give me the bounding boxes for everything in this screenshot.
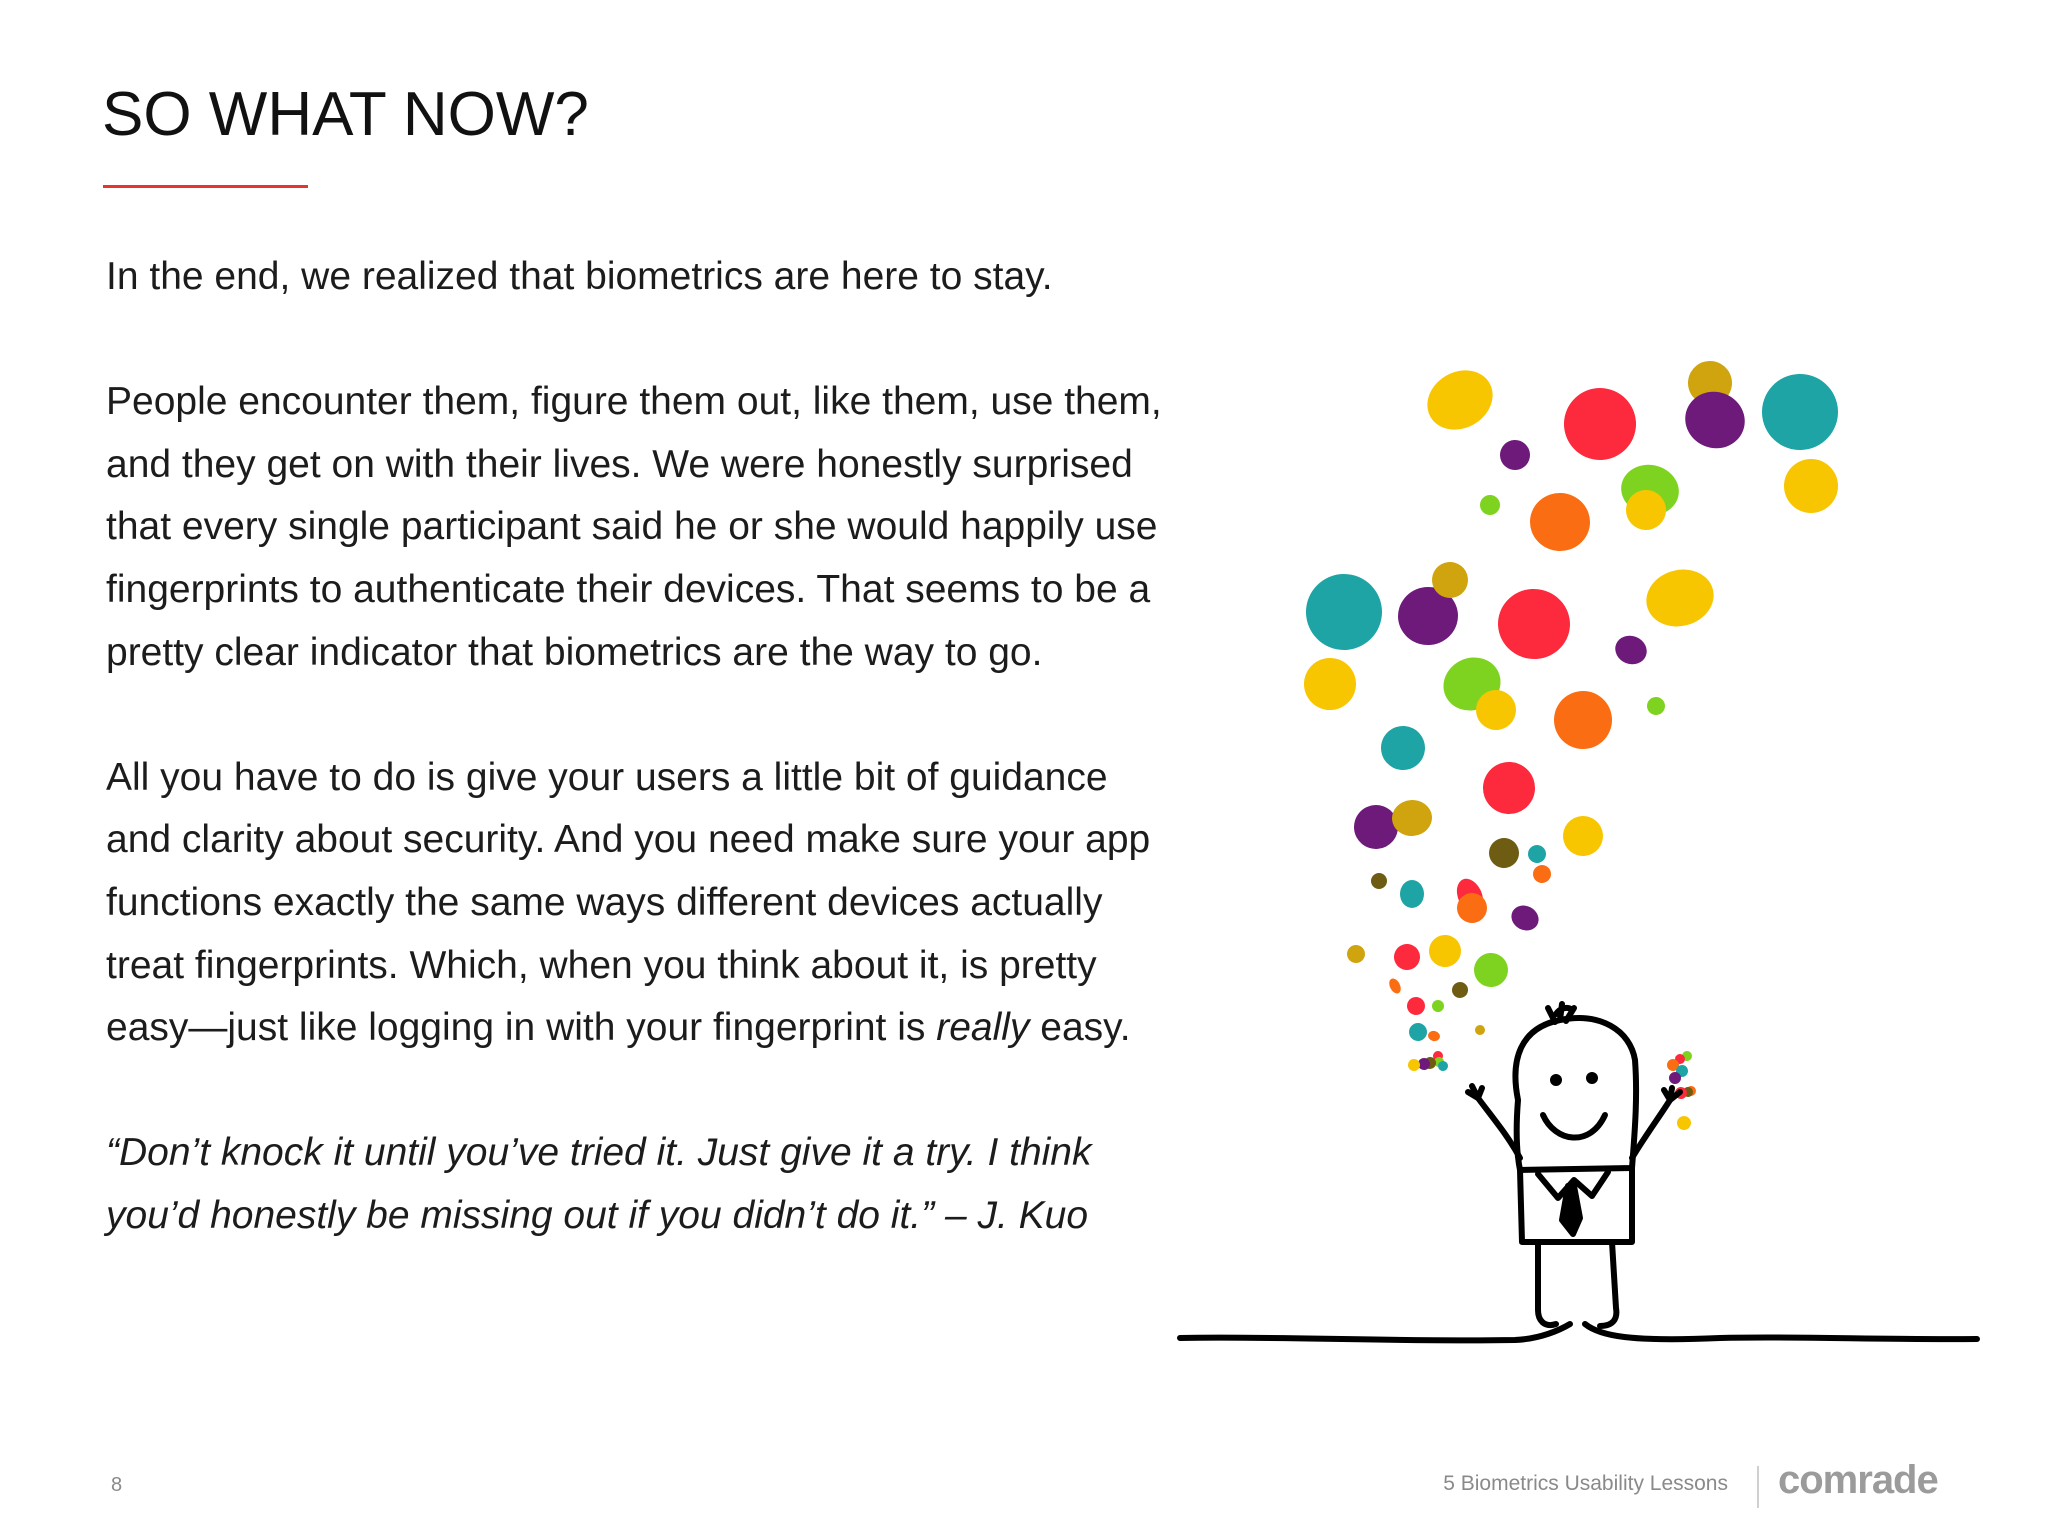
slide-title: SO WHAT NOW? — [102, 80, 589, 149]
confetti-dot — [1380, 725, 1427, 772]
confetti-dot — [1393, 943, 1421, 971]
confetti-dot — [1430, 998, 1446, 1014]
confetti-dot — [1425, 931, 1465, 971]
paragraph-guidance — [106, 747, 1166, 1060]
confetti-dot — [1477, 492, 1504, 519]
confetti-dot — [1400, 880, 1424, 908]
confetti-dot — [1555, 379, 1644, 468]
footer-document-title: 5 Biometrics Usability Lessons — [1443, 1472, 1728, 1495]
confetti-dot — [1369, 871, 1390, 892]
confetti-dot — [1556, 809, 1610, 863]
confetti-dot — [1297, 565, 1392, 660]
confetti-dot — [1611, 631, 1651, 669]
confetti-dot — [1406, 1057, 1421, 1072]
paragraph-intro: In the end, we realized that biometrics are here to stay. — [106, 255, 1053, 298]
confetti-dot — [1527, 844, 1548, 865]
comrade-logo: comrade — [1778, 1458, 1938, 1502]
confetti-dot — [1779, 454, 1842, 517]
man-with-confetti-illustration — [1160, 340, 1990, 1350]
confetti-dot — [1304, 658, 1357, 711]
confetti-dot — [1476, 755, 1542, 821]
paragraph-spacer — [106, 1060, 1166, 1123]
paragraph-participants: People encounter them, figure them out, like them, use them, and they get on with their lives. We were honestly surprised that every single participant said he or she would happily use fingerprints to authenticate their devices. That seems to be a pretty clear indicator that biometrics are the way to go. — [106, 380, 1162, 674]
emphasis-really: really — [936, 1006, 1030, 1050]
confetti-dot — [1387, 977, 1403, 996]
confetti-dot — [1417, 359, 1504, 441]
footer-divider — [1757, 1466, 1759, 1508]
confetti-dot — [1644, 694, 1668, 718]
paragraph-spacer — [106, 309, 1166, 372]
paragraph-spacer — [106, 684, 1166, 747]
confetti-dot — [1761, 373, 1840, 452]
paragraph-guidance-text: All you have to do is give your users a little bit of guidance and clarity about security. And you need make sure your app functions exactly the same ways different devices actually treat fingerprints. Which, when you think about it, is pretty easy—just like logging in with your fingerprint is — [106, 755, 1151, 1050]
confetti-dot — [1495, 435, 1535, 475]
slide-body — [106, 246, 1166, 1248]
page-number: 8 — [111, 1474, 123, 1496]
confetti-dot — [1486, 835, 1522, 871]
confetti-dot — [1473, 952, 1509, 988]
title-underline — [103, 185, 308, 188]
confetti-dot — [1529, 491, 1592, 552]
confetti-dot — [1427, 1030, 1441, 1043]
confetti-dot — [1640, 562, 1720, 634]
testimonial-quote: “Don’t knock it until you’ve tried it. Just give it a try. I think you’d honestly be missing out if you didn’t do it.” – J. Kuo — [106, 1131, 1092, 1237]
confetti-dot — [1532, 864, 1553, 885]
stick-figure — [1180, 1004, 1977, 1340]
confetti-dot — [1475, 1025, 1485, 1035]
confetti-dot — [1451, 981, 1470, 1000]
confetti-dot — [1405, 995, 1427, 1017]
confetti-dot — [1345, 943, 1368, 966]
confetti-dot — [1507, 901, 1543, 935]
paragraph-guidance-end: easy. — [1029, 1006, 1131, 1050]
confetti-dot — [1674, 1113, 1693, 1132]
confetti-dot — [1549, 686, 1616, 753]
confetti-dot — [1677, 383, 1753, 457]
confetti-dot — [1493, 584, 1574, 663]
confetti-dot — [1406, 1020, 1429, 1043]
